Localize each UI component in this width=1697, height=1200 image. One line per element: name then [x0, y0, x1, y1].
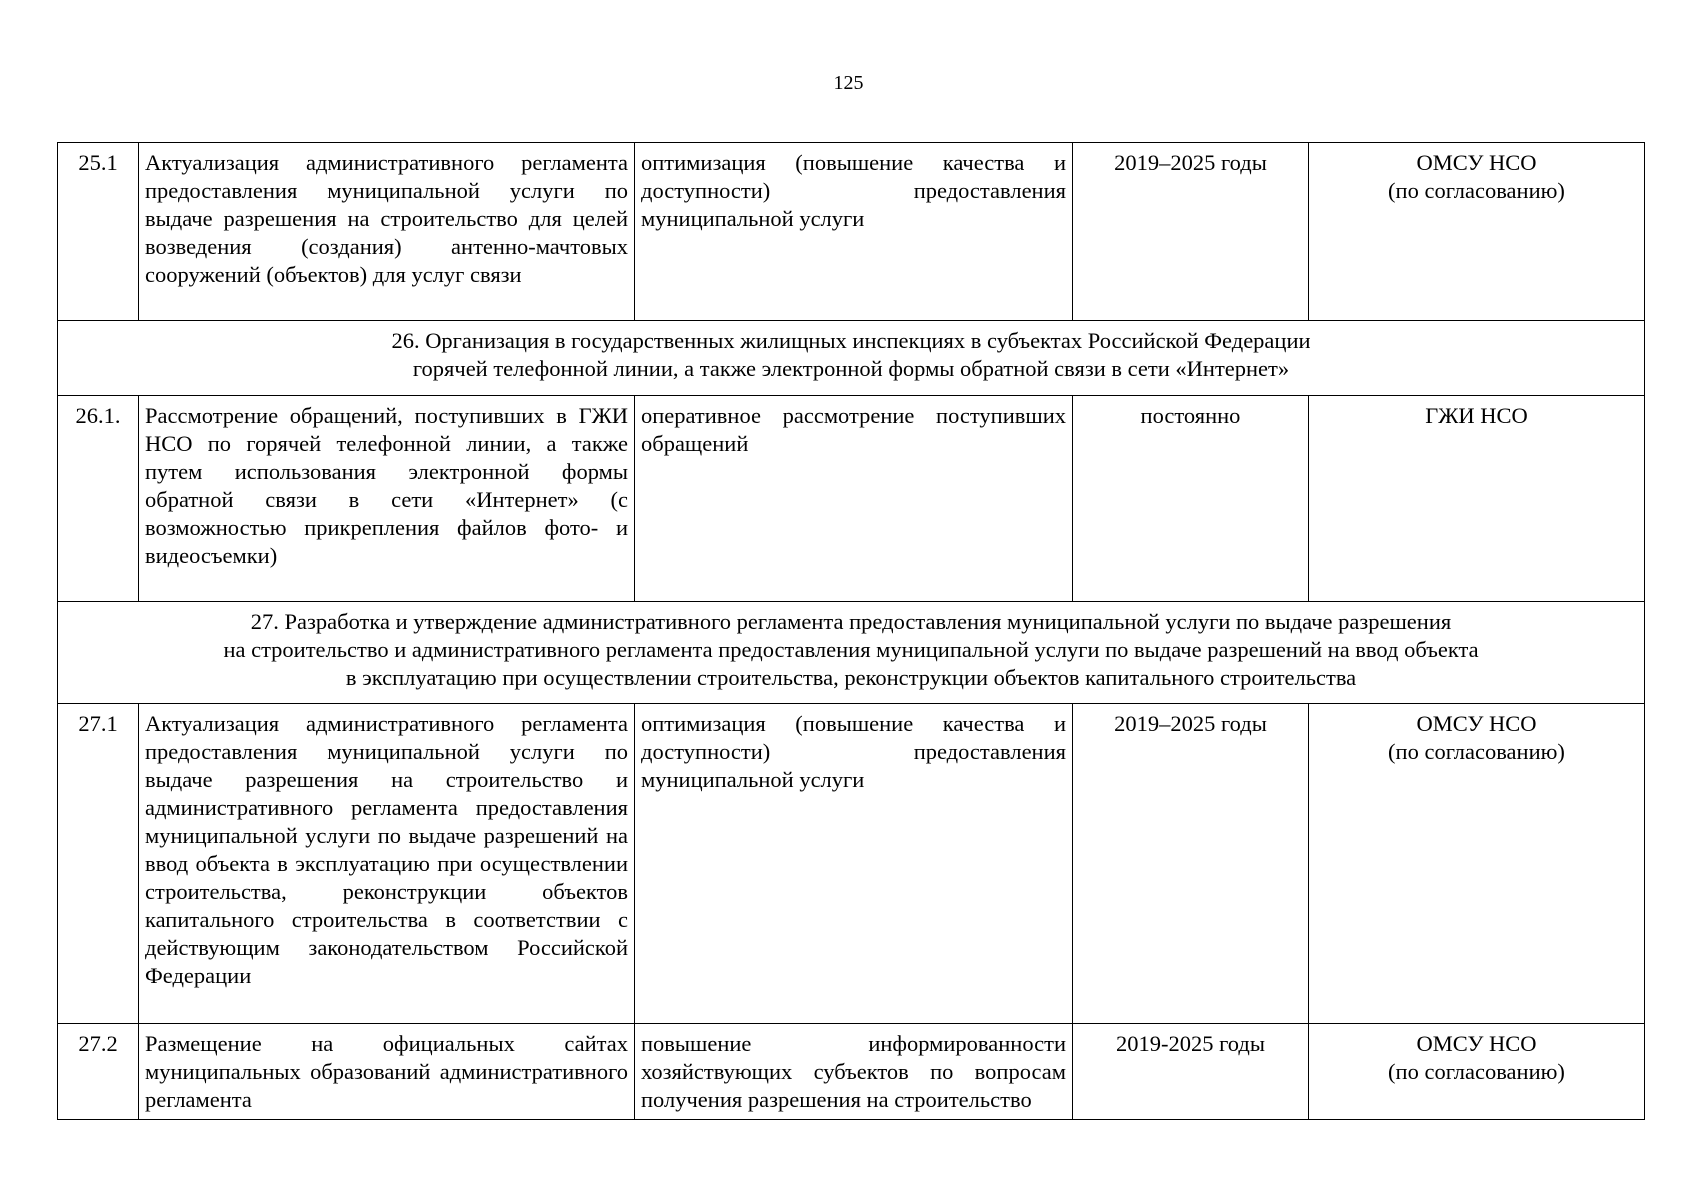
item-number: 27.2 [58, 1024, 139, 1120]
responsible-name: ГЖИ НСО [1425, 403, 1528, 428]
item-description: Актуализация административного регламента предоставления муниципальной услуги по выдаче разрешения на строительство и административного регламента предоставления муниципальной услуги по выдаче разрешений на ввод объекта в эксплуатацию при осуществлении строительства, реконструкции объектов капитального строительства в соответствии с действующим законодательством Российской Федерации [139, 704, 635, 1024]
responsible-note: (по согласованию) [1388, 178, 1565, 203]
item-number: 25.1 [58, 143, 139, 321]
table-row [58, 1024, 1645, 1120]
responsible-name: ОМСУ НСО [1416, 1031, 1537, 1056]
responsible-name: ОМСУ НСО [1416, 150, 1537, 175]
item-term: 2019-2025 годы [1073, 1024, 1309, 1120]
item-term: 2019–2025 годы [1073, 143, 1309, 321]
section-heading [58, 321, 1645, 396]
section-heading-line: в эксплуатацию при осуществлении строительства, реконструкции объектов капитального строительства [345, 665, 1357, 690]
section-row [58, 321, 1645, 396]
item-description: Рассмотрение обращений, поступивших в ГЖИ НСО по горячей телефонной линии, а также путем использования электронной формы обратной связи в сети «Интернет» (с возможностью прикрепления файлов фото- и видеосъемки) [139, 396, 635, 602]
section-heading-line: горячей телефонной линии, а также электронной формы обратной связи в сети «Интернет» [412, 356, 1290, 381]
responsible-note: (по согласованию) [1388, 1059, 1565, 1084]
page-number: 125 [833, 72, 864, 94]
item-expected-result: повышение информированности хозяйствующих субъектов по вопросам получения разрешения на строительство [635, 1024, 1073, 1120]
item-number: 27.1 [58, 704, 139, 1024]
item-expected-result: оптимизация (повышение качества и доступности) предоставления муниципальной услуги [635, 143, 1073, 321]
item-description: Актуализация административного регламента предоставления муниципальной услуги по выдаче разрешения на строительство для целей возведения (создания) антенно-мачтовых сооружений (объектов) для услуг связи [139, 143, 635, 321]
section-heading [58, 602, 1645, 704]
item-expected-result: оперативное рассмотрение поступивших обращений [635, 396, 1073, 602]
item-responsible [1309, 1024, 1645, 1120]
table-row [58, 704, 1645, 1024]
action-plan-table [57, 142, 1645, 1120]
section-heading-line: 27. Разработка и утверждение административного регламента предоставления муниципальной услуги по выдаче разрешения [250, 609, 1452, 634]
item-number: 26.1. [58, 396, 139, 602]
section-heading-line: 26. Организация в государственных жилищных инспекциях в субъектах Российской Федерации [391, 328, 1311, 353]
item-expected-result: оптимизация (повышение качества и доступности) предоставления муниципальной услуги [635, 704, 1073, 1024]
item-responsible [1309, 396, 1645, 602]
item-responsible [1309, 143, 1645, 321]
responsible-note: (по согласованию) [1388, 739, 1565, 764]
section-heading-line: на строительство и административного регламента предоставления муниципальной услуги по выдаче разрешений на ввод объекта [223, 637, 1479, 662]
section-row [58, 602, 1645, 704]
responsible-name: ОМСУ НСО [1416, 711, 1537, 736]
item-term: постоянно [1073, 396, 1309, 602]
item-term: 2019–2025 годы [1073, 704, 1309, 1024]
table-row [58, 143, 1645, 321]
item-description: Размещение на официальных сайтах муниципальных образований административного регламента [139, 1024, 635, 1120]
item-responsible [1309, 704, 1645, 1024]
table-row [58, 396, 1645, 602]
